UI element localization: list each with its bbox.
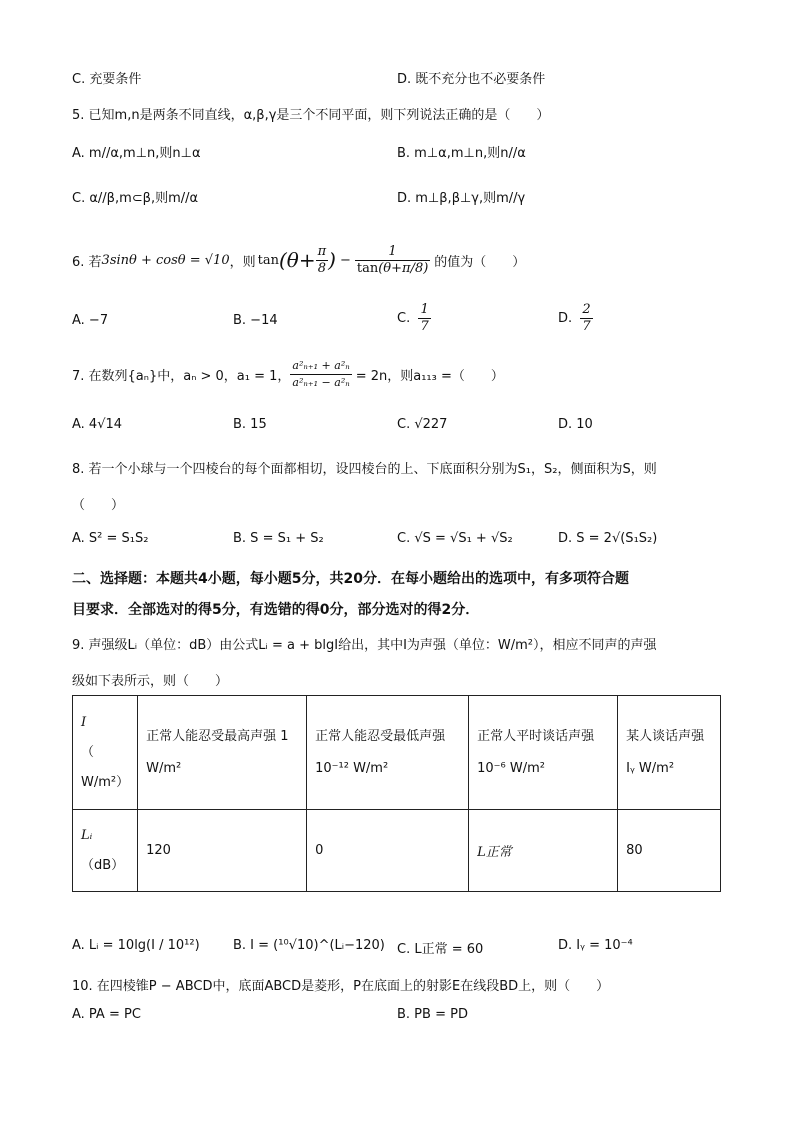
q5-option-a: A. m//α,m⊥n,则n⊥α: [72, 146, 201, 161]
table-row: [73, 696, 721, 810]
q5-stem: 5. 已知m,n是两条不同直线，α,β,γ是三个不同平面，则下列说法正确的是（ ）: [72, 108, 550, 123]
q7-option-d: D. 10: [558, 417, 593, 432]
table-header-person: 某人谈话声强 Iᵧ W/m²: [618, 696, 721, 810]
section2-line1: 二、选择题：本题共4小题，每小题5分，共20分．在每小题给出的选项中，有多项符合题: [72, 571, 629, 587]
q7-option-c: C. √227: [397, 417, 448, 432]
q6-suffix: 的值为（ ）: [434, 254, 526, 270]
q6-option-c: C. $\frac{1}{7}$: [397, 302, 429, 334]
q7-option-b: B. 15: [233, 417, 267, 432]
q6-option-b: B. −14: [233, 313, 278, 328]
q9-option-c: C. L正常 = 60: [397, 942, 484, 957]
q8-option-c: C. √S = √S₁ + √S₂: [397, 531, 513, 546]
q6-tan: tan: [257, 252, 279, 268]
q5-option-d: D. m⊥β,β⊥γ,则m//γ: [397, 191, 526, 206]
q6-reciprocal: $\frac{1}{\tan(\theta+\pi/8)}$: [356, 243, 429, 276]
table-header-normal: 正常人平时谈话声强 10⁻⁶ W/m²: [469, 696, 618, 810]
q9-option-b: B. I = (¹⁰√10)^(Lᵢ−120): [233, 938, 385, 953]
q7-prefix: 7. 在数列{aₙ}中，aₙ > 0，a₁ = 1，: [72, 368, 291, 384]
table-row-label: Lᵢ （dB）: [73, 810, 138, 892]
table-cell: 80: [618, 810, 721, 892]
q6-arg-right: ): [328, 248, 336, 272]
q10-stem: 10. 在四棱锥P − ABCD中，底面ABCD是菱形，P在底面上的射影E在线段BD上，则（ ）: [72, 979, 610, 994]
q8-option-a: A. S² = S₁S₂: [72, 531, 149, 546]
q6-pi-over-8: $\frac{\pi}{8}$: [317, 243, 327, 276]
table-header-unit: I （ W/m²）: [73, 696, 138, 810]
q7-stem: [72, 356, 504, 392]
q8-paren: （ ）: [72, 498, 125, 513]
table-header-max: 正常人能忍受最高声强 1 W/m²: [138, 696, 307, 810]
section2-line2: 目要求．全部选对的得5分，有选错的得0分，部分选对的得2分．: [72, 602, 480, 618]
q8-option-d: D. S = 2√(S₁S₂): [558, 531, 658, 546]
q6-arg-left: (θ+: [278, 248, 316, 272]
q5-option-c: C. α//β,m⊂β,则m//α: [72, 191, 199, 206]
q6-minus: −: [339, 252, 351, 268]
q6-option-d: D. $\frac{2}{7}$: [558, 302, 591, 334]
q7-fraction: $\frac{\text{a²ₙ₊₁ + a²ₙ}}{\text{a²ₙ₊₁ − a²ₙ}}$: [292, 358, 350, 389]
table-cell: 0: [307, 810, 469, 892]
q7-eq: = 2n，则a₁₁₃ =（ ）: [355, 368, 504, 384]
q10-option-a: A. PA = PC: [72, 1007, 141, 1022]
q5-option-b: B. m⊥α,m⊥n,则n//α: [397, 146, 526, 161]
q9-option-d: D. Iᵧ = 10⁻⁴: [558, 938, 633, 953]
q9-line1: 9. 声强级Lᵢ（单位：dB）由公式Lᵢ = a + blgI给出，其中I为声强（单位：W/m²），相应不同声的声强: [72, 638, 657, 653]
table-cell: L正常: [469, 810, 618, 892]
q6-option-a: A. −7: [72, 313, 109, 328]
sound-intensity-table: [72, 695, 721, 892]
q7-option-a: A. 4√14: [72, 417, 123, 432]
table-cell: 120: [138, 810, 307, 892]
q6-prefix: 6. 若: [72, 254, 102, 270]
table-header-min: 正常人能忍受最低声强 10⁻¹² W/m²: [307, 696, 469, 810]
q4-option-c: C. 充要条件: [72, 72, 142, 87]
q4-option-d: D. 既不充分也不必要条件: [397, 72, 546, 87]
table-row: [73, 810, 721, 892]
q6-stem: [72, 232, 525, 288]
q6-condition: 3sinθ + cosθ = √10: [101, 252, 230, 268]
q9-line2: 级如下表所示，则（ ）: [72, 674, 229, 689]
q6-mid: ，则: [229, 254, 256, 270]
q10-option-b: B. PB = PD: [397, 1007, 468, 1022]
q8-option-b: B. S = S₁ + S₂: [233, 531, 324, 546]
q9-option-a: A. Lᵢ = 10lg(I / 10¹²): [72, 938, 200, 953]
q8-stem: 8. 若一个小球与一个四棱台的每个面都相切，设四棱台的上、下底面积分别为S₁，S₂，侧面积为S，则: [72, 462, 657, 477]
